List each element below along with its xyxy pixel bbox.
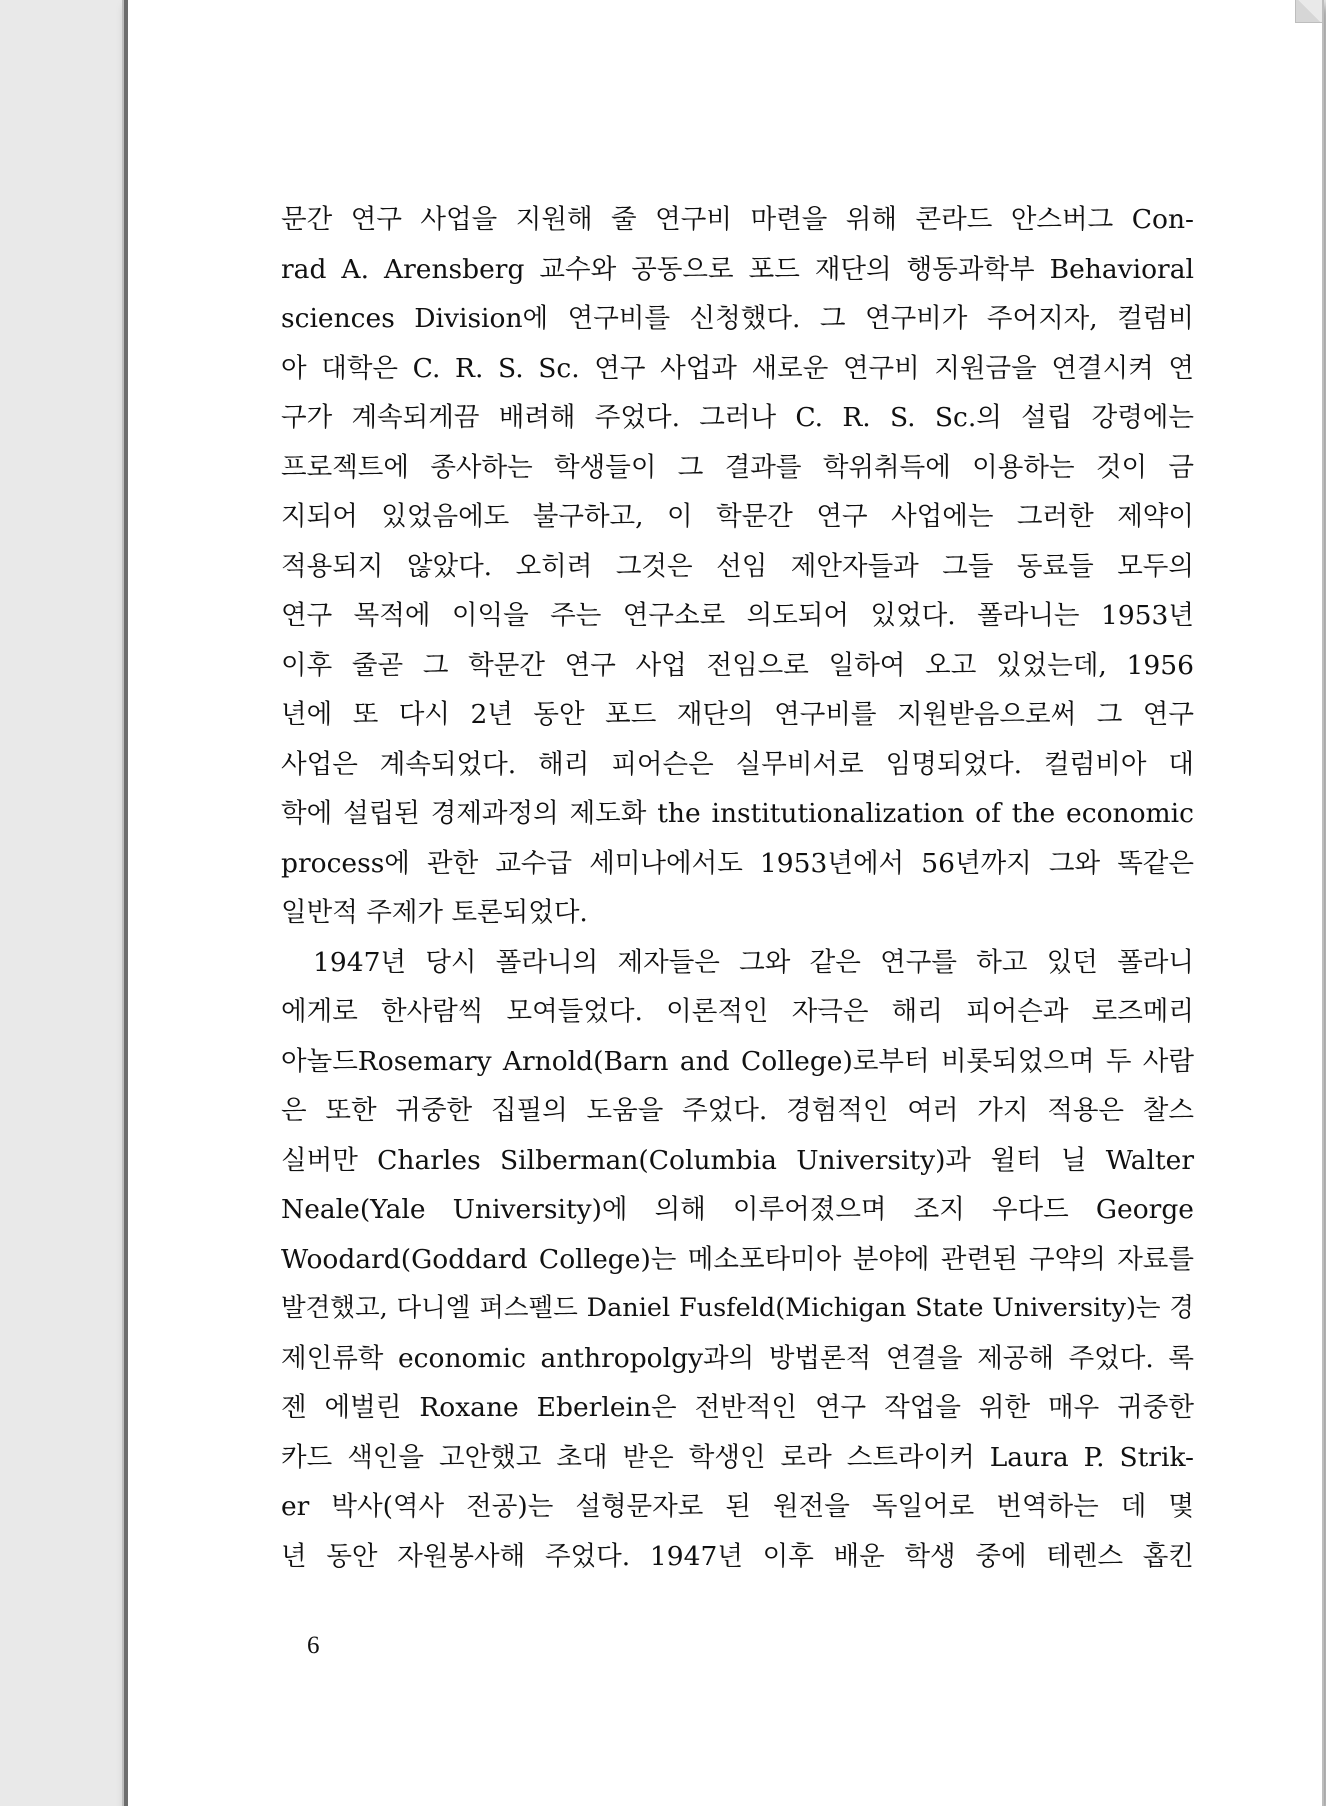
text-line: 문간 연구 사업을 지원해 줄 연구비 마련을 위해 콘라드 안스버그 Con- <box>281 204 1194 235</box>
text-line: process에 관한 교수급 세미나에서도 1953년에서 56년까지 그와 똑같은 <box>281 847 1194 879</box>
text-line: 일반적 주제가 토론되었다. <box>281 897 588 928</box>
text-line: Neale(Yale University)에 의해 이루어졌으며 조지 우다드 George <box>281 1194 1194 1225</box>
text-line: 카드 색인을 고안했고 초대 받은 학생인 로라 스트라이커 Laura P. Strik- <box>281 1441 1194 1473</box>
text-line: er 박사(역사 전공)는 설형문자로 된 원전을 독일어로 번역하는 데 몇 <box>281 1491 1194 1522</box>
text-line: 사업은 계속되었다. 해리 피어슨은 실무비서로 임명되었다. 컬럼비아 대 <box>281 748 1194 780</box>
text-line: sciences Division에 연구비를 신청했다. 그 연구비가 주어지자, 컬럼비 <box>281 303 1194 334</box>
paragraph-2 <box>281 938 1194 1582</box>
page-corner-fold <box>1295 0 1322 23</box>
text-line: 아놀드Rosemary Arnold(Barn and College)로부터 비롯되었으며 두 사람 <box>281 1045 1194 1077</box>
text-line: 연구 목적에 이익을 주는 연구소로 의도되어 있었다. 폴라니는 1953년 <box>281 600 1194 631</box>
text-line: 년 동안 자원봉사해 주었다. 1947년 이후 배운 학생 중에 테렌스 홉킨 <box>281 1540 1194 1572</box>
text-line: 은 또한 귀중한 집필의 도움을 주었다. 경험적인 여러 가지 적용은 찰스 <box>281 1095 1194 1126</box>
text-line: rad A. Arensberg 교수와 공동으로 포드 재단의 행동과학부 Behavioral <box>281 253 1194 285</box>
text-line: 적용되지 않았다. 오히려 그것은 선임 제안자들과 그들 동료들 모두의 <box>281 550 1194 582</box>
text-line: 지되어 있었음에도 불구하고, 이 학문간 연구 사업에는 그러한 제약이 <box>281 501 1194 532</box>
page-left-edge <box>124 0 128 1806</box>
text-line: Woodard(Goddard College)는 메소포타미아 분야에 관련된 구약의 자료를 <box>281 1243 1194 1275</box>
text-line: 이후 줄곧 그 학문간 연구 사업 전임으로 일하여 오고 있었는데, 1956 <box>281 649 1194 681</box>
text-line: 아 대학은 C. R. S. Sc. 연구 사업과 새로운 연구비 지원금을 연결시켜 연 <box>281 352 1194 384</box>
paragraph-1 <box>281 195 1194 938</box>
text-line: 구가 계속되게끔 배려해 주었다. 그러나 C. R. S. Sc.의 설립 강령에는 <box>281 402 1194 433</box>
text-line: 년에 또 다시 2년 동안 포드 재단의 연구비를 지원받음으로써 그 연구 <box>281 699 1194 730</box>
text-line: 에게로 한사람씩 모여들었다. 이론적인 자극은 해리 피어슨과 로즈메리 <box>281 996 1194 1027</box>
text-line: 학에 설립된 경제과정의 제도화 the institutionalization of the economic <box>281 798 1194 829</box>
text-line: 제인류학 economic anthropolgy과의 방법론적 연결을 제공해 주었다. 록 <box>281 1342 1194 1374</box>
text-line: 젠 에벌린 Roxane Eberlein은 전반적인 연구 작업을 위한 매우 귀중한 <box>281 1392 1194 1423</box>
text-line: 프로젝트에 종사하는 학생들이 그 결과를 학위취득에 이용하는 것이 금 <box>281 451 1194 483</box>
body-text <box>281 195 1194 1581</box>
book-page <box>124 0 1322 1806</box>
text-line: 1947년 당시 폴라니의 제자들은 그와 같은 연구를 하고 있던 폴라니 <box>313 946 1194 978</box>
text-line: 발견했고, 다니엘 퍼스펠드 Daniel Fusfeld(Michigan State University)는 경 <box>281 1293 1194 1323</box>
text-line: 실버만 Charles Silberman(Columbia University)과 윌터 닐 Walter <box>281 1144 1194 1176</box>
page-number: 6 <box>307 1632 320 1659</box>
